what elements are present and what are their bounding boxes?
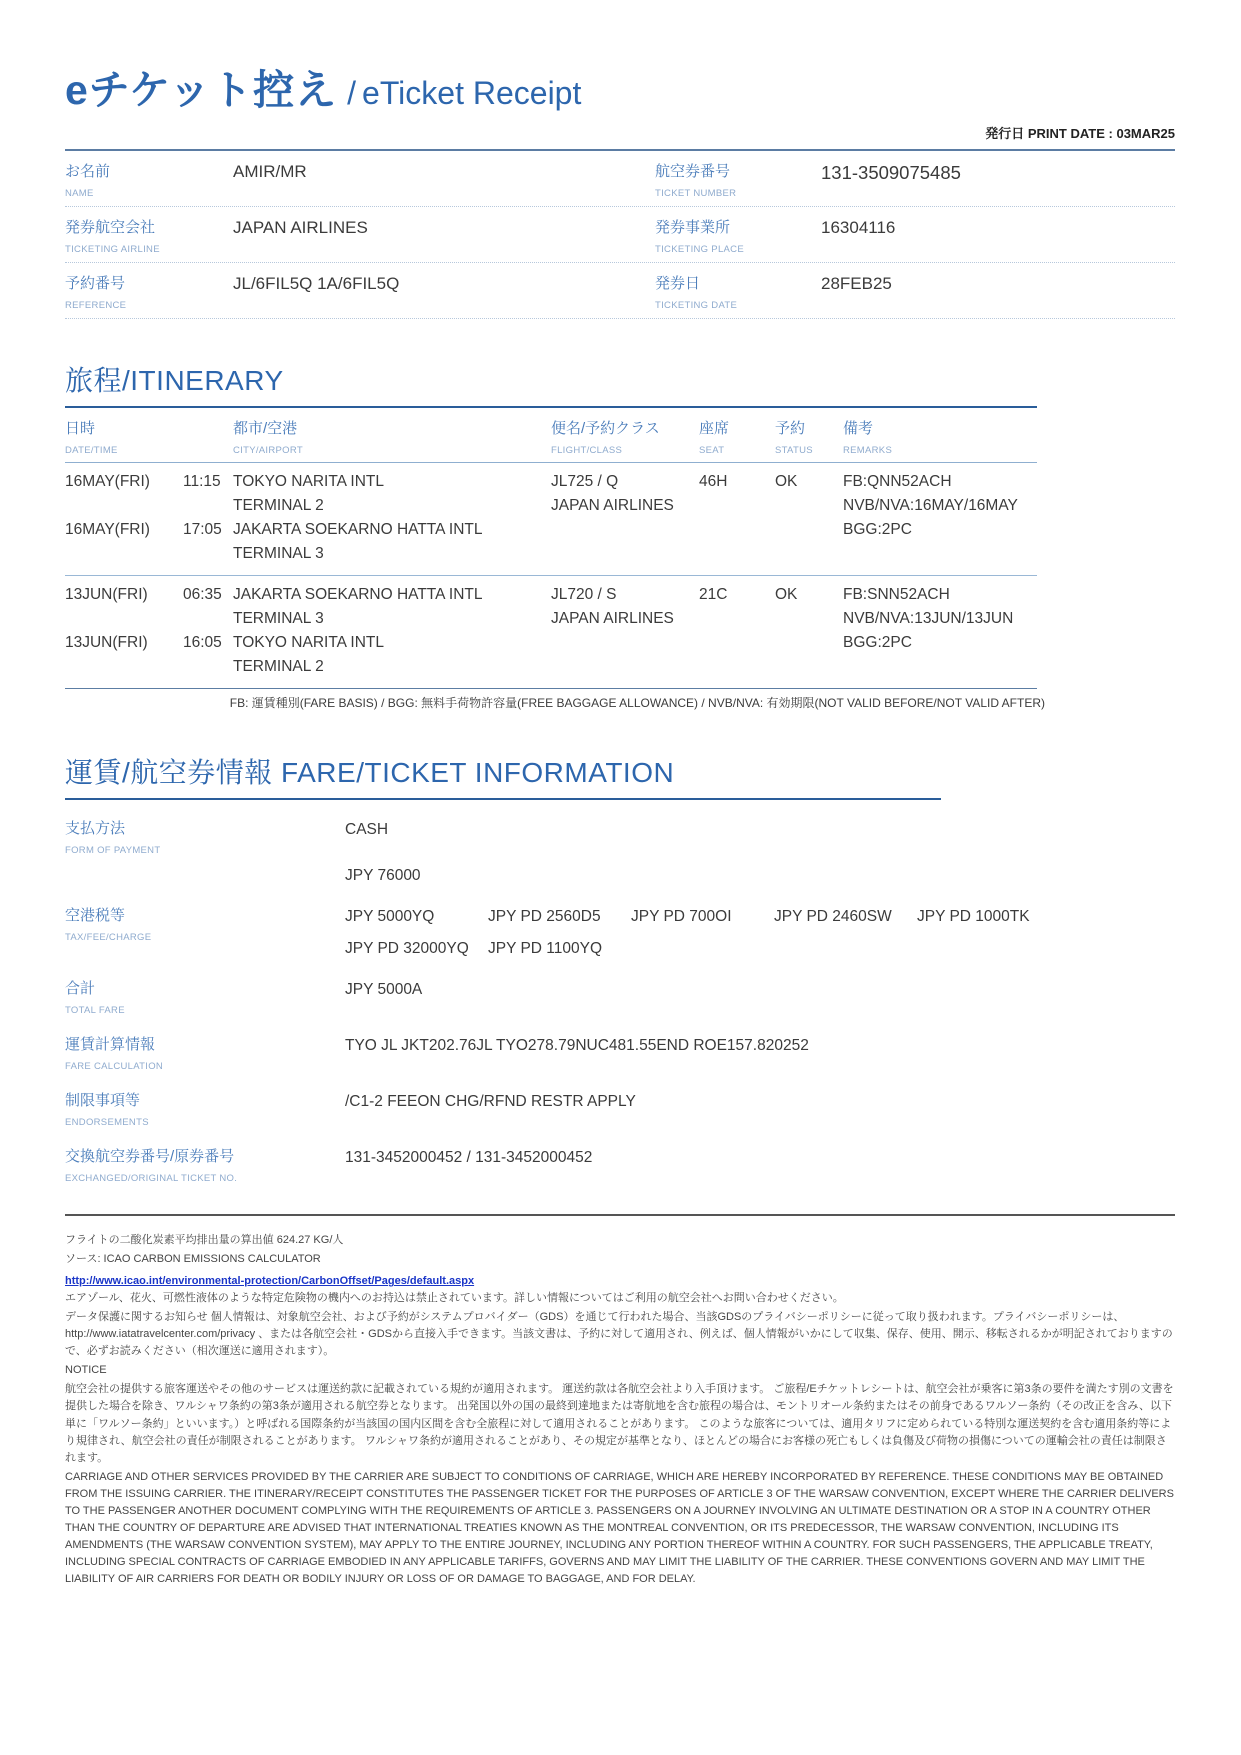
col-header-datetime [65, 417, 233, 456]
exchanged-ticket-label [65, 1145, 345, 1184]
page-title-japanese: eチケット控え [65, 67, 338, 113]
icao-carbon-offset-link[interactable]: http://www.icao.int/environmental-protection/CarbonOffset/Pages/default.aspx [65, 1275, 475, 1288]
fare-calculation-value: TYO JL JKT202.76JL TYO278.79NUC481.55END ROE157.820252 [345, 1037, 809, 1055]
total-fare-label-en: TOTAL FARE [65, 1005, 125, 1017]
arrival-airport: TOKYO NARITA INTL [233, 634, 385, 652]
carrier-name: JAPAN AIRLINES [551, 497, 674, 515]
status-value: OK [775, 586, 798, 604]
remark-validity: NVB/NVA:13JUN/13JUN [843, 610, 1014, 628]
page-title [65, 68, 1175, 113]
arrival-time: 16:05 [183, 634, 222, 652]
total-fare-label [65, 977, 345, 1016]
col-header-flightclass-en: FLIGHT/CLASS [551, 445, 623, 457]
exchanged-ticket-value: 131-3452000452 / 131-3452000452 [345, 1149, 593, 1167]
itinerary-segment-return [65, 576, 1037, 689]
departure-date: 13JUN(FRI) [65, 586, 148, 604]
remark-validity: NVB/NVA:16MAY/16MAY [843, 497, 1018, 515]
departure-date: 16MAY(FRI) [65, 473, 150, 491]
notice-heading: NOTICE [65, 1364, 107, 1377]
endorsements-label-en: ENDORSEMENTS [65, 1117, 149, 1129]
dangerous-goods-line: エアゾール、花火、可燃性液体のような特定危険物の機内へのお持込は禁止されています。詳しい情報についてはご利用の航空会社へお問い合わせください。 [65, 1292, 844, 1305]
page-title-english: eTicket Receipt [362, 75, 582, 111]
data-protection-paragraph: データ保護に関するお知らせ 個人情報は、対象航空会社、および予約がシステムプロバイダー（GDS）を通じて行われた場合、当該GDSのプライバシーポリシーに従って取り扱われます。プライバシーポリシーは、http://www.iatatravelcenter.com/privacy 、または各航空会社・GDSから直接入手できます。当該文書は、予約に対して適用され、例えば、個人情報がいかにして収集、保存、使用、開示、移転されるかが明記されておりますので、必ずお読みください（相次運送に適用されます）。 [65, 1311, 1173, 1358]
tax-item: JPY PD 2460SW [774, 908, 892, 926]
form-of-payment-row [65, 817, 1175, 887]
arrival-time: 17:05 [183, 521, 222, 539]
ticketing-place-label-jp: 発券事業所 [655, 219, 731, 237]
ticket-number-label-en: TICKET NUMBER [655, 188, 737, 200]
tax-item: JPY 5000YQ [345, 908, 435, 926]
itinerary-header-row [65, 408, 1037, 463]
endorsements-row [65, 1089, 1175, 1128]
reference-label [65, 272, 233, 311]
tax-fee-charge-label-en: TAX/FEE/CHARGE [65, 932, 152, 944]
co2-emission-line: フライトの二酸化炭素平均排出量の算出値 624.27 KG/人 [65, 1234, 344, 1247]
tax-item: JPY PD 1100YQ [488, 940, 603, 958]
col-header-status-jp: 予約 [775, 420, 806, 438]
reference-value: JL/6FIL5Q 1A/6FIL5Q [233, 274, 400, 294]
endorsements-label [65, 1089, 345, 1128]
col-header-remarks-jp: 備考 [843, 420, 874, 438]
exchanged-ticket-row [65, 1145, 1175, 1184]
endorsements-value: /C1-2 FEEON CHG/RFND RESTR APPLY [345, 1093, 636, 1111]
remark-fare-basis: FB:SNN52ACH [843, 586, 950, 604]
ticketing-date-label [655, 272, 821, 311]
col-header-cityairport-jp: 都市/空港 [233, 420, 298, 438]
form-of-payment-label [65, 817, 345, 887]
form-of-payment-value: CASH [345, 821, 389, 839]
seat-value: 21C [699, 586, 728, 604]
seat-value: 46H [699, 473, 728, 491]
arrival-date: 13JUN(FRI) [65, 634, 148, 652]
tax-item: JPY PD 1000TK [917, 908, 1030, 926]
departure-airport: JAKARTA SOEKARNO HATTA INTL [233, 586, 483, 604]
fare-calculation-label-jp: 運賃計算情報 [65, 1036, 156, 1054]
notice-english-paragraph: CARRIAGE AND OTHER SERVICES PROVIDED BY THE CARRIER ARE SUBJECT TO CONDITIONS OF CARRIAGE, WHICH ARE HEREBY INCORPORATED BY REFERENCE. THESE CONDITIONS MAY BE OBTAINED FROM THE ISSUING CARRIER. THE ITINERARY/RECEIPT CONSTITUTES THE PASSENGER TICKET FOR THE PURPOSES OF ARTICLE 3 OF THE WARSAW CONVENTION, EXCEPT WHERE THE CARRIER DELIVERS TO THE PASSENGER ANOTHER DOCUMENT COMPLYING WITH THE REQUIREMENTS OF ARTICLE 3. PASSENGERS ON A JOURNEY INVOLVING AN ULTIMATE DESTINATION OR A STOP IN A COUNTRY OTHER THAN THE COUNTRY OF DEPARTURE ARE ADVISED THAT INTERNATIONAL TREATIES KNOWN AS THE MONTREAL CONVENTION, OR ITS PREDECESSOR, THE WARSAW CONVENTION, INCLUDING ITS AMENDMENTS (THE WARSAW CONVENTION SYSTEM), MAY APPLY TO THE ENTIRE JOURNEY, INCLUDING ANY PORTION THEREOF WITHIN A COUNTRY. FOR SUCH PASSENGERS, THE APPLICABLE TREATY, INCLUDING SPECIAL CONTRACTS OF CARRIAGE EMBODIED IN ANY APPLICABLE TARIFFS, GOVERNS AND MAY LIMIT THE LIABILITY OF THE CARRIER. THESE CONVENTIONS GOVERN AND MAY LIMIT THE LIABILITY OF AIR CARRIERS FOR DEATH OR BODILY INJURY OR LOSS OF OR DAMAGE TO BAGGAGE, AND FOR DELAY. [65, 1470, 1174, 1585]
total-fare-row [65, 977, 1175, 1016]
total-fare-value: JPY 5000A [345, 981, 423, 999]
ticket-number-label [655, 160, 821, 199]
tax-fee-charge-label [65, 904, 345, 960]
endorsements-label-jp: 制限事項等 [65, 1092, 141, 1110]
base-fare-amount: JPY 76000 [345, 867, 421, 885]
col-header-datetime-jp: 日時 [65, 420, 96, 438]
tax-item: JPY PD 700OI [631, 908, 732, 926]
exchanged-ticket-label-jp: 交換航空券番号/原券番号 [65, 1148, 235, 1166]
col-header-flightclass-jp: 便名/予約クラス [551, 420, 660, 438]
col-header-cityairport-en: CITY/AIRPORT [233, 445, 303, 457]
arrival-terminal: TERMINAL 3 [233, 545, 324, 563]
ticketing-place-label [655, 216, 821, 255]
col-header-status-en: STATUS [775, 445, 813, 457]
co2-source-line: ソース: ICAO CARBON EMISSIONS CALCULATOR [65, 1253, 321, 1266]
ticketing-airline-label [65, 216, 233, 255]
departure-time: 11:15 [183, 473, 221, 491]
departure-time: 06:35 [183, 586, 222, 604]
col-header-remarks-en: REMARKS [843, 445, 893, 457]
total-fare-label-jp: 合計 [65, 980, 96, 998]
fare-info-section [65, 817, 1175, 1184]
ticket-number-value: 131-3509075485 [821, 162, 961, 184]
col-header-seat [699, 417, 775, 456]
notice-japanese-paragraph: 航空会社の提供する旅客運送やその他のサービスは運送約款に記載されている規約が適用されます。 運送約款は各航空会社より入手頂けます。 ご旅程/Eチケットレシートは、航空会社が乗客に第3条の要件を満たす別の文書を提供した場合を除き、ワルシャワ条約の第3条が適用される航空券となります。 出発国以外の国の最終到達地または寄航地を含む旅程の場合は、モントリオール条約またはその前身であるワルソー条約（その改正を含み、以下単に「ワルソー条約」といいます。）と呼ばれる国際条約が当該国の国内区間を含む全旅程に対して適用されることがあります。 このような旅客については、適用タリフに定められている特別な運送契約を含む適用条約等により規律され、航空会社の責任が制限されることがあります。 ワルシャワ条約が適用されることがあり、その規定が基準となり、ほとんどの場合にお客様の死亡もしくは負傷及び荷物の損傷についての運輸会社の責任は制限されます。 [65, 1383, 1174, 1464]
tax-item: JPY PD 32000YQ [345, 940, 469, 958]
passenger-info-section [65, 149, 1175, 319]
ticketing-date-value: 28FEB25 [821, 274, 892, 294]
print-date: 発行日 PRINT DATE : 03MAR25 [985, 126, 1175, 142]
info-row-name-ticketnumber [65, 151, 1175, 207]
ticketing-airline-value: JAPAN AIRLINES [233, 218, 368, 238]
ticketing-place-value: 16304116 [821, 218, 896, 238]
exchanged-ticket-label-en: EXCHANGED/ORIGINAL TICKET NO. [65, 1173, 238, 1185]
info-row-airline-place [65, 207, 1175, 263]
page-title-separator: / [347, 75, 357, 111]
reference-label-jp: 予約番号 [65, 275, 126, 293]
tax-fee-charge-row [65, 904, 1175, 960]
tax-line-1 [345, 904, 1175, 928]
departure-terminal: TERMINAL 2 [233, 497, 324, 515]
arrival-terminal: TERMINAL 2 [233, 658, 324, 676]
name-label [65, 160, 233, 199]
ticketing-date-label-en: TICKETING DATE [655, 300, 738, 312]
tax-item: JPY PD 2560D5 [488, 908, 601, 926]
col-header-datetime-en: DATE/TIME [65, 445, 118, 457]
fare-calculation-label [65, 1033, 345, 1072]
departure-terminal: TERMINAL 3 [233, 610, 324, 628]
col-header-remarks [843, 417, 1037, 456]
col-header-status [775, 417, 843, 456]
name-label-en: NAME [65, 188, 94, 200]
remark-baggage: BGG:2PC [843, 521, 912, 539]
itinerary-segment-outbound [65, 463, 1037, 576]
arrival-date: 16MAY(FRI) [65, 521, 150, 539]
fare-section-title: 運賃/航空券情報 FARE/TICKET INFORMATION [65, 751, 941, 800]
itinerary-abbreviation-footnote: FB: 運賃種別(FARE BASIS) / BGG: 無料手荷物許容量(FREE BAGGAGE ALLOWANCE) / NVB/NVA: 有効期限(NOT VALID BEFORE/NOT VALID AFTER) [229, 696, 1045, 711]
itinerary-table [65, 408, 1037, 689]
ticketing-date-label-jp: 発券日 [655, 275, 701, 293]
info-row-reference-date [65, 263, 1175, 319]
departure-airport: TOKYO NARITA INTL [233, 473, 385, 491]
ticket-number-label-jp: 航空券番号 [655, 163, 731, 181]
status-value: OK [775, 473, 798, 491]
name-label-jp: お名前 [65, 163, 111, 181]
ticketing-airline-label-jp: 発券航空会社 [65, 219, 156, 237]
tax-line-2 [345, 936, 1175, 960]
arrival-airport: JAKARTA SOEKARNO HATTA INTL [233, 521, 483, 539]
itinerary-section-title: 旅程/ITINERARY [65, 359, 1037, 408]
fare-calculation-label-en: FARE CALCULATION [65, 1061, 164, 1073]
ticketing-airline-label-en: TICKETING AIRLINE [65, 244, 160, 256]
carrier-name: JAPAN AIRLINES [551, 610, 674, 628]
footer-fine-print [65, 1214, 1175, 1588]
remark-fare-basis: FB:QNN52ACH [843, 473, 952, 491]
flight-number-class: JL725 / Q [551, 473, 619, 491]
col-header-seat-en: SEAT [699, 445, 725, 457]
col-header-cityairport [233, 417, 551, 456]
remark-baggage: BGG:2PC [843, 634, 912, 652]
col-header-seat-jp: 座席 [699, 420, 730, 438]
passenger-name-value: AMIR/MR [233, 162, 307, 182]
flight-number-class: JL720 / S [551, 586, 617, 604]
reference-label-en: REFERENCE [65, 300, 127, 312]
col-header-flightclass [551, 417, 699, 456]
tax-fee-charge-label-jp: 空港税等 [65, 907, 126, 925]
fare-calculation-row [65, 1033, 1175, 1072]
ticketing-place-label-en: TICKETING PLACE [655, 244, 744, 256]
form-of-payment-label-en: FORM OF PAYMENT [65, 845, 161, 857]
form-of-payment-label-jp: 支払方法 [65, 820, 126, 838]
